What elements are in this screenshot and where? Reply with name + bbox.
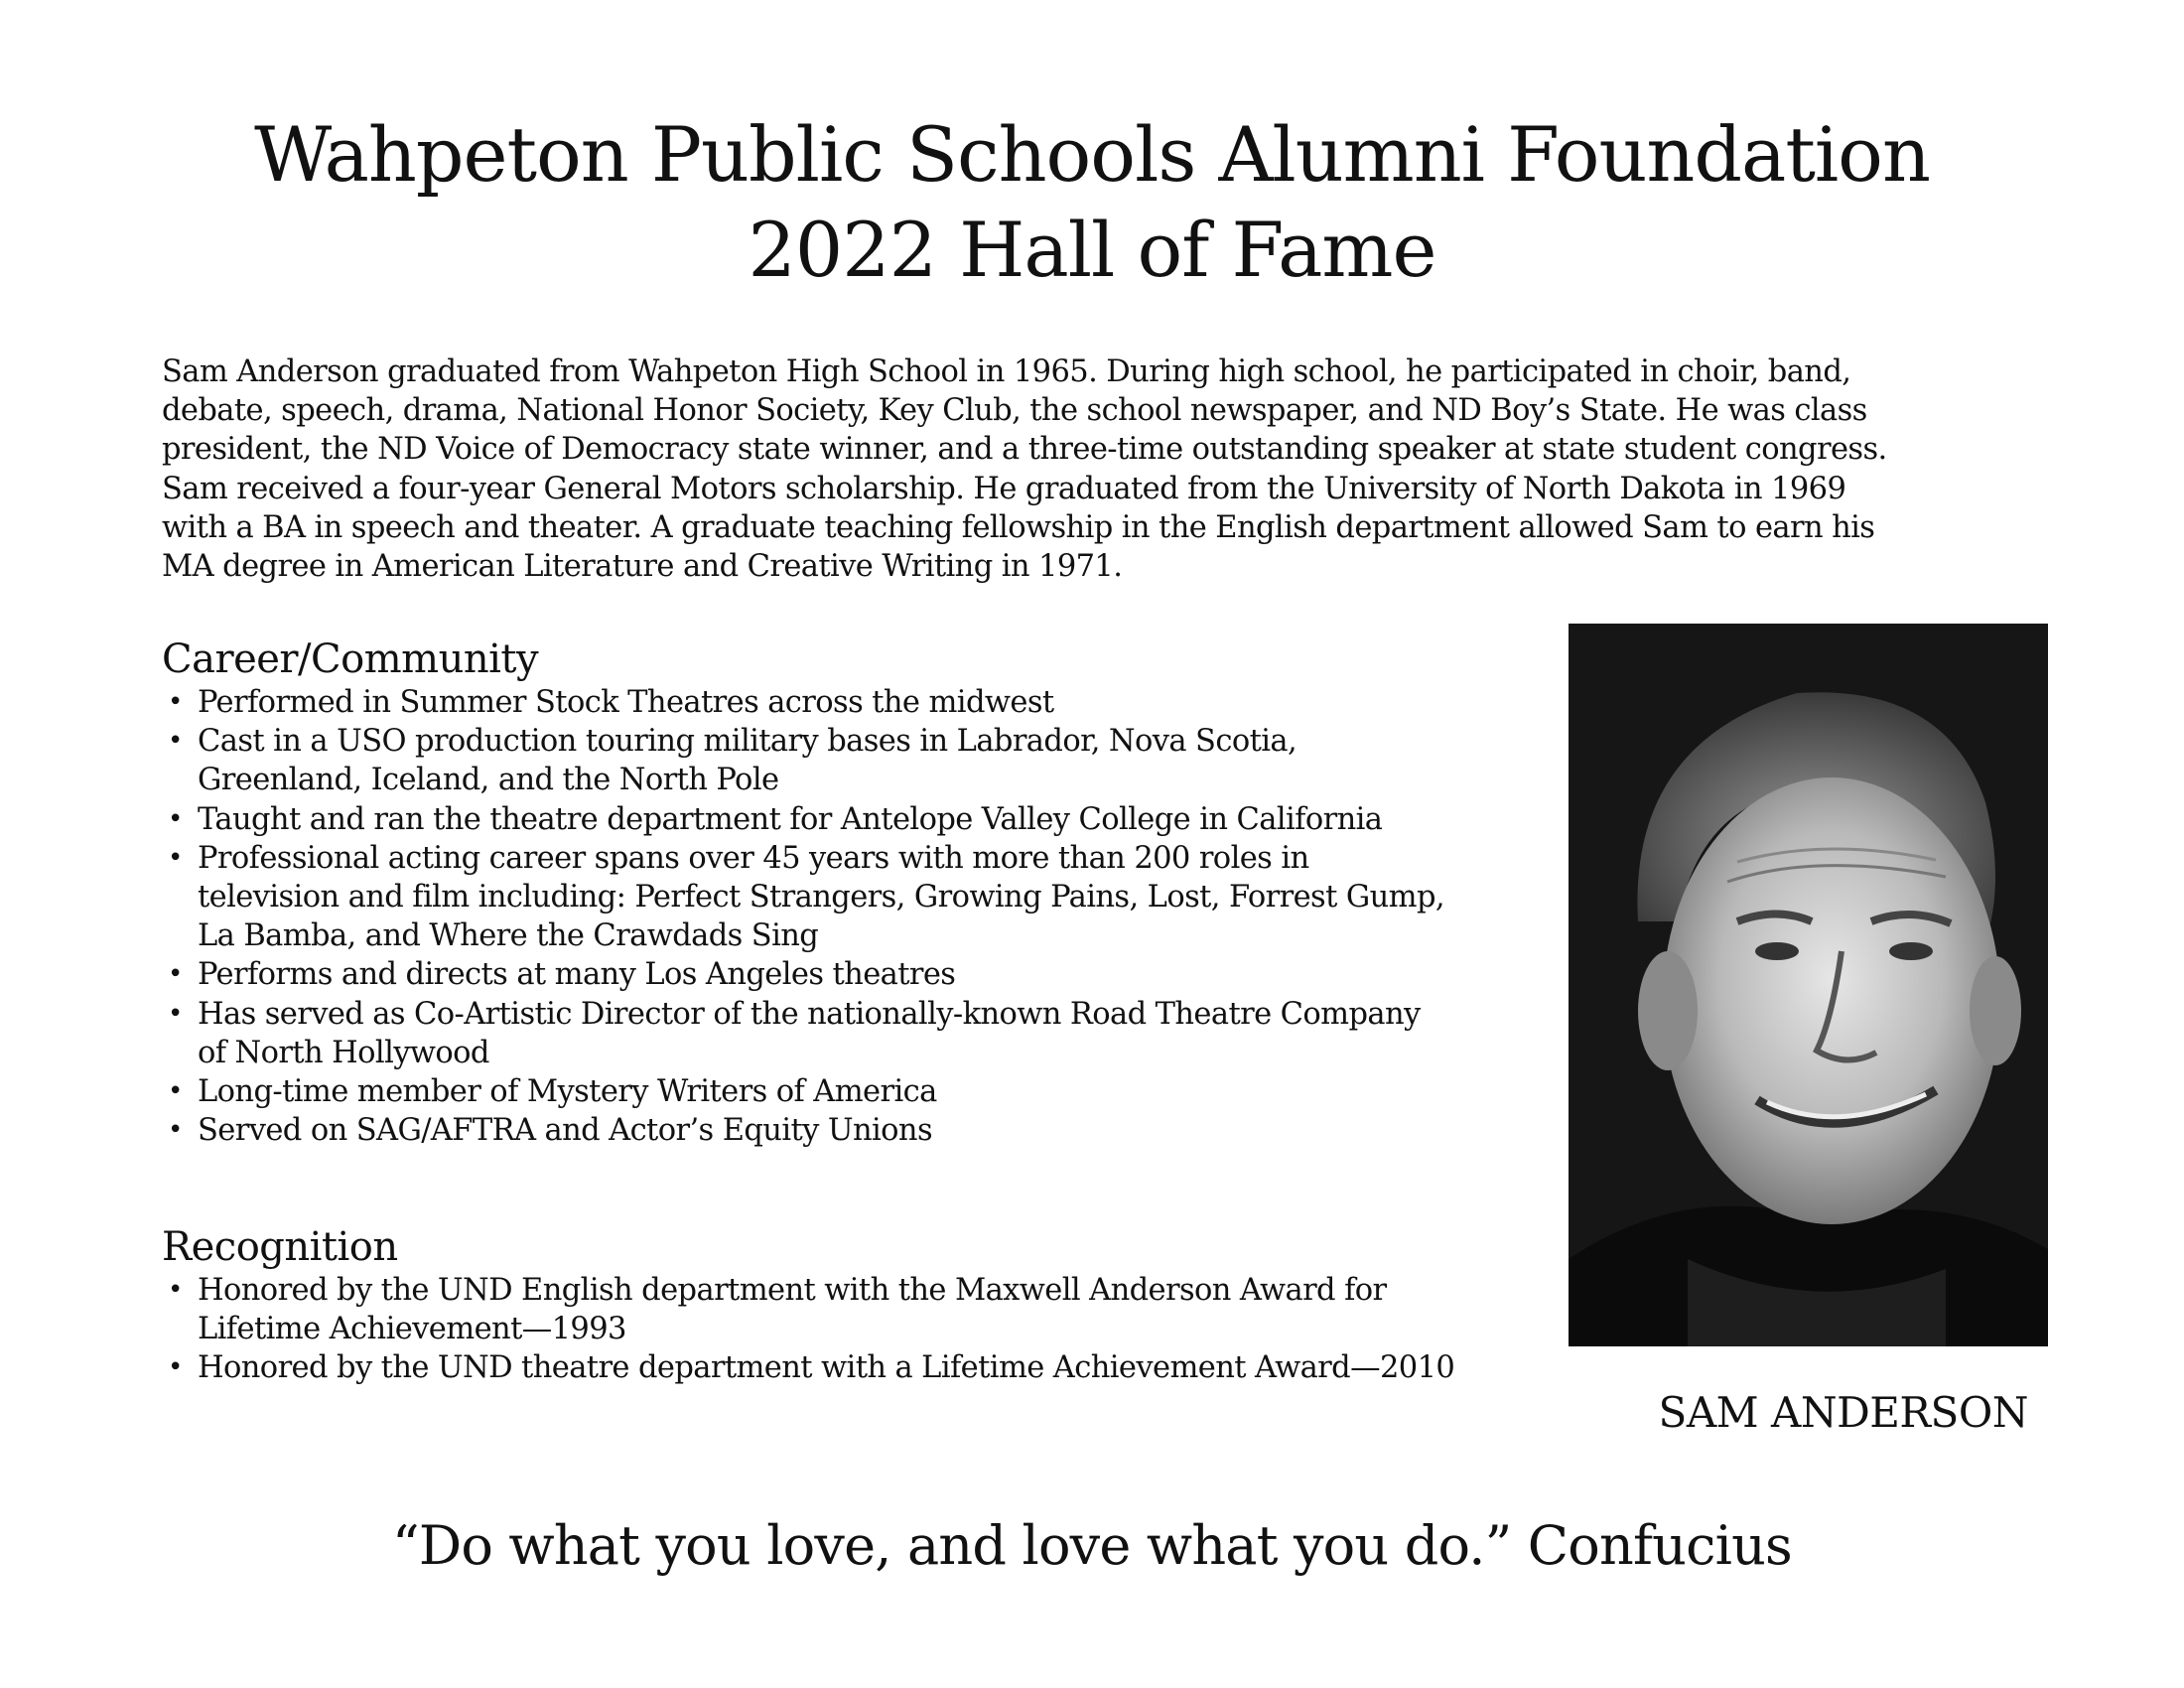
bullet-icon: • — [168, 842, 183, 873]
recognition-heading: Recognition — [162, 1224, 398, 1270]
list-item-line: Long-time member of Mystery Writers of America — [198, 1074, 937, 1110]
list-item — [162, 800, 1552, 839]
intro-line: with a BA in speech and theater. A graduate teaching fellowship in the English department allowed Sam to earn his — [162, 509, 1875, 545]
list-item — [162, 1111, 1552, 1150]
list-item — [162, 1072, 1552, 1111]
list-item — [162, 722, 1552, 799]
career-list — [162, 683, 1552, 1150]
list-item-line: Honored by the UND theatre department with a Lifetime Achievement Award—2010 — [198, 1350, 1455, 1386]
closing-quote: “Do what you love, and love what you do.” Confucius — [392, 1514, 1792, 1577]
list-item-line: of North Hollywood — [198, 1035, 489, 1070]
list-item-line: Greenland, Iceland, and the North Pole — [198, 763, 779, 798]
list-item-line: Lifetime Achievement—1993 — [198, 1312, 626, 1347]
list-item-line: Performs and directs at many Los Angeles theatres — [198, 957, 956, 993]
list-item-line: television and film including: Perfect Strangers, Growing Pains, Lost, Forrest Gump, — [198, 880, 1445, 915]
bullet-icon: • — [168, 726, 183, 757]
list-item-line: Honored by the UND English department with the Maxwell Anderson Award for — [198, 1273, 1387, 1308]
page-title — [0, 107, 2184, 298]
bullet-icon: • — [168, 803, 183, 834]
title-line-1: Wahpeton Public Schools Alumni Foundation — [254, 110, 1930, 199]
intro-line: Sam Anderson graduated from Wahpeton High School in 1965. During high school, he participated in choir, band, — [162, 354, 1851, 389]
career-heading: Career/Community — [162, 636, 539, 682]
list-item — [162, 1271, 1552, 1348]
list-item — [162, 683, 1552, 722]
list-item-line: La Bamba, and Where the Crawdads Sing — [198, 918, 819, 954]
title-line-2: 2022 Hall of Fame — [748, 206, 1436, 294]
list-item-line: Professional acting career spans over 45 years with more than 200 roles in — [198, 840, 1309, 876]
intro-line: debate, speech, drama, National Honor Society, Key Club, the school newspaper, and ND Boy’s State. He was class — [162, 393, 1867, 429]
list-item — [162, 1348, 1552, 1387]
portrait-illustration — [1569, 624, 2048, 1346]
list-item — [162, 955, 1552, 994]
list-item-line: Performed in Summer Stock Theatres across the midwest — [198, 685, 1054, 720]
bullet-icon: • — [168, 687, 183, 717]
recognition-list — [162, 1271, 1552, 1388]
intro-line: president, the ND Voice of Democracy state winner, and a three-time outstanding speaker at state student congress. — [162, 432, 1887, 468]
list-item-line: Cast in a USO production touring military bases in Labrador, Nova Scotia, — [198, 724, 1297, 760]
list-item-line: Taught and ran the theatre department for Antelope Valley College in California — [198, 801, 1383, 837]
list-item-line: Has served as Co-Artistic Director of the nationally-known Road Theatre Company — [198, 996, 1421, 1032]
list-item — [162, 995, 1552, 1072]
bullet-icon: • — [168, 1076, 183, 1107]
photo-caption: SAM ANDERSON — [1658, 1388, 2028, 1437]
bullet-icon: • — [168, 1352, 183, 1383]
intro-paragraph — [162, 352, 2048, 586]
bullet-icon: • — [168, 998, 183, 1029]
bullet-icon: • — [168, 1275, 183, 1305]
bullet-icon: • — [168, 959, 183, 990]
intro-line: MA degree in American Literature and Creative Writing in 1971. — [162, 549, 1123, 585]
list-item-line: Served on SAG/AFTRA and Actor’s Equity Unions — [198, 1113, 933, 1149]
intro-line: Sam received a four-year General Motors scholarship. He graduated from the University of North Dakota in 1969 — [162, 471, 1846, 506]
bullet-icon: • — [168, 1115, 183, 1146]
list-item — [162, 839, 1552, 956]
portrait-photo — [1569, 624, 2048, 1346]
